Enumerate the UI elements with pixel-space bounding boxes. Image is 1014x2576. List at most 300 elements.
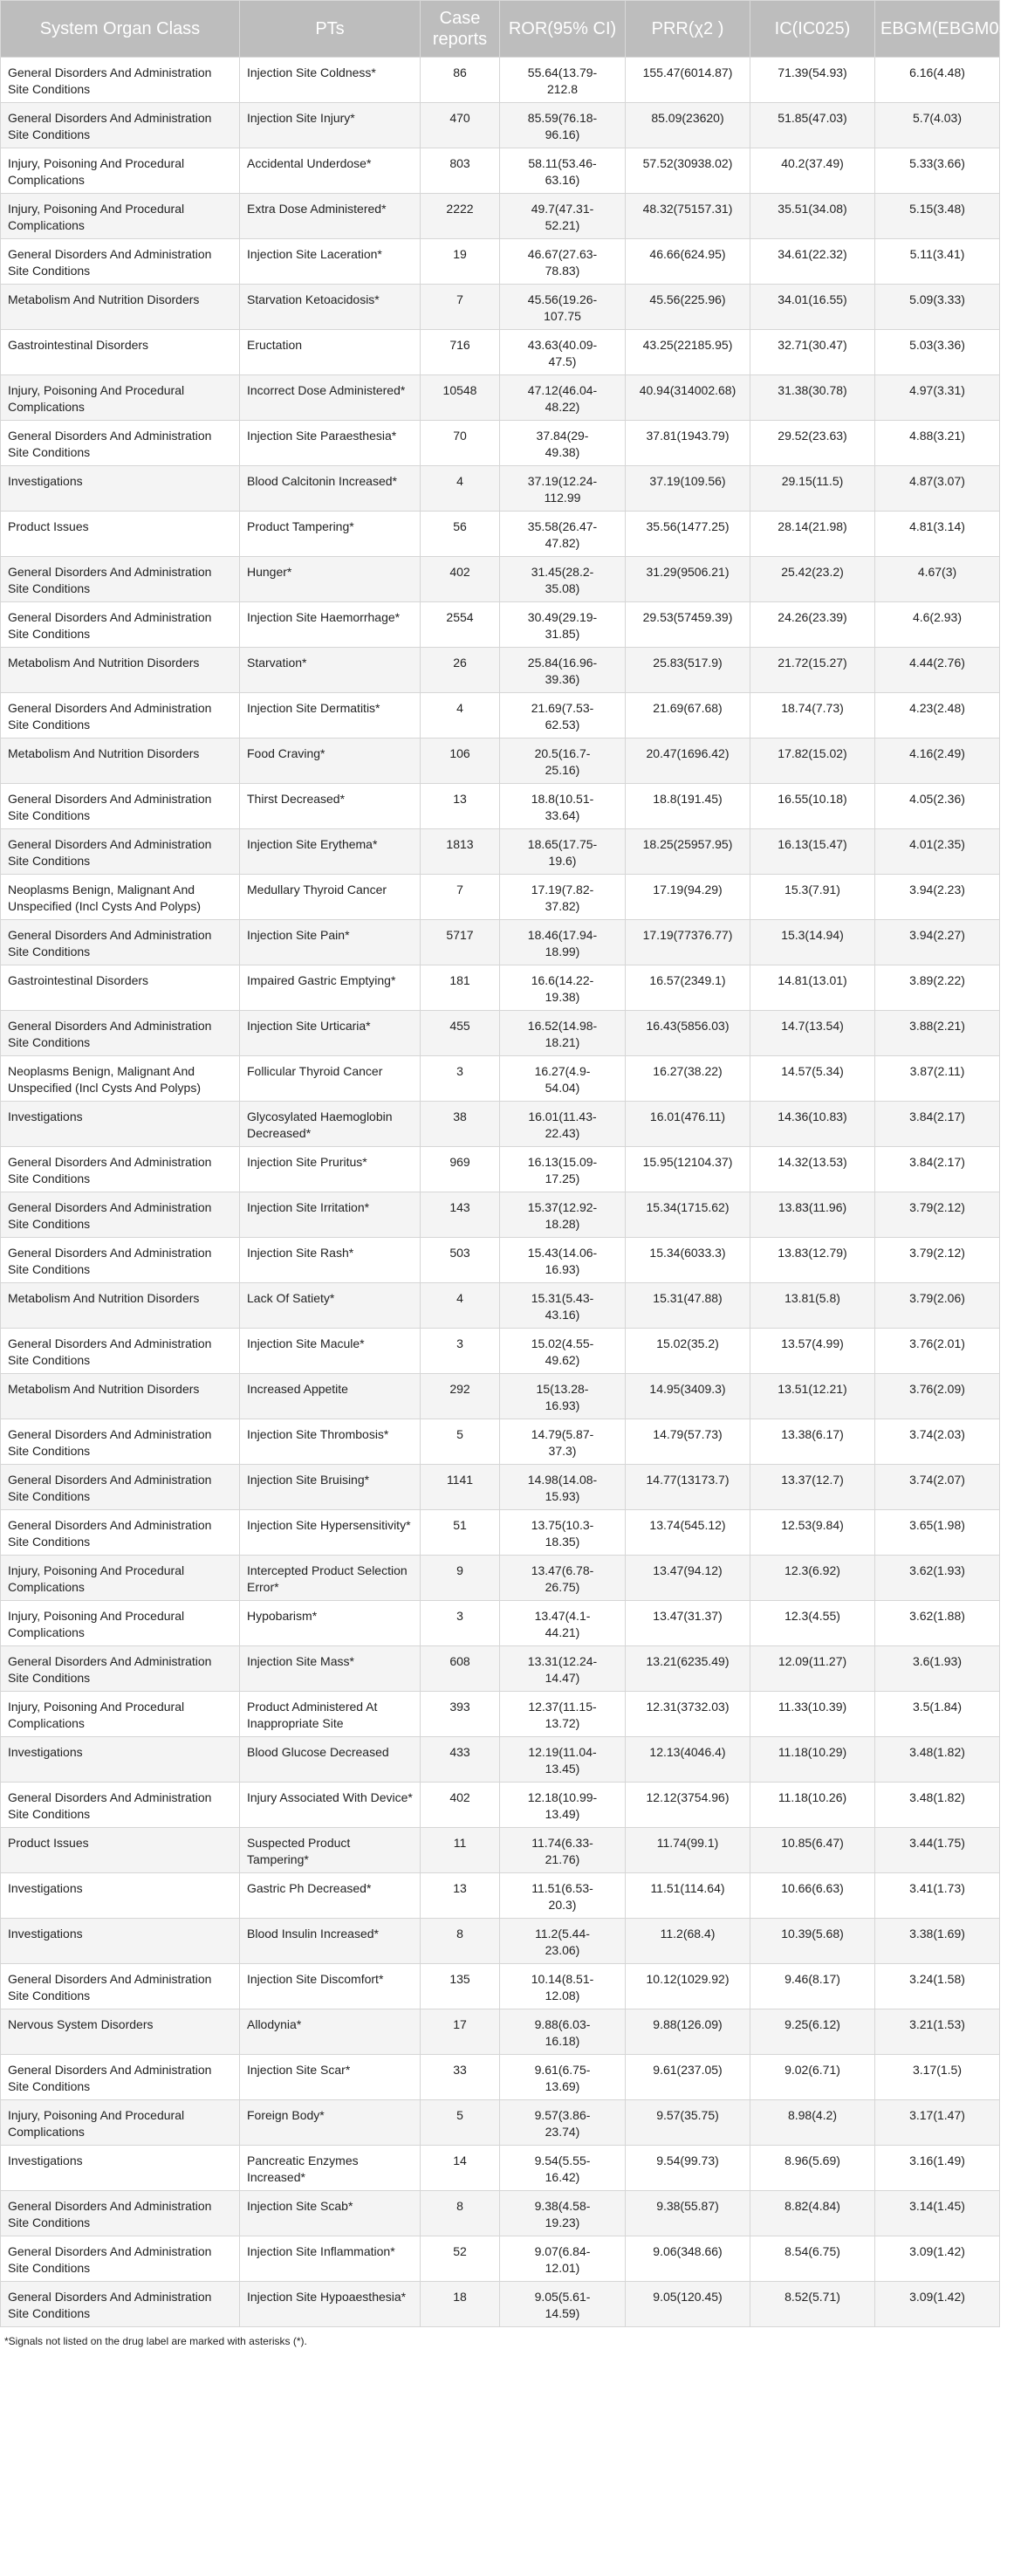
cell-ror: 31.45(28.2-35.08) (500, 557, 626, 602)
cell-pt: Lack Of Satiety* (240, 1283, 421, 1329)
cell-ebgm: 3.09(1.42) (875, 2282, 1000, 2327)
table-row (1, 1329, 1000, 1374)
header-case-reports: Case reports (421, 1, 500, 58)
cell-ror: 58.11(53.46-63.16) (500, 148, 626, 194)
cell-ebgm: 4.44(2.76) (875, 648, 1000, 693)
cell-ror: 35.58(26.47-47.82) (500, 512, 626, 557)
cell-case-reports: 455 (421, 1011, 500, 1056)
cell-case-reports: 3 (421, 1601, 500, 1646)
cell-prr: 16.01(476.11) (626, 1102, 750, 1147)
cell-ic: 12.3(4.55) (750, 1601, 875, 1646)
cell-ic: 34.61(22.32) (750, 239, 875, 285)
cell-case-reports: 13 (421, 784, 500, 829)
cell-system-organ-class: Investigations (1, 2146, 240, 2191)
cell-system-organ-class: Product Issues (1, 512, 240, 557)
cell-prr: 15.95(12104.37) (626, 1147, 750, 1192)
cell-ic: 8.98(4.2) (750, 2100, 875, 2146)
cell-ror: 13.31(12.24-14.47) (500, 1646, 626, 1692)
cell-case-reports: 433 (421, 1737, 500, 1783)
cell-ic: 16.13(15.47) (750, 829, 875, 875)
cell-prr: 17.19(94.29) (626, 875, 750, 920)
cell-ebgm: 4.6(2.93) (875, 602, 1000, 648)
cell-ic: 15.3(7.91) (750, 875, 875, 920)
cell-prr: 9.57(35.75) (626, 2100, 750, 2146)
cell-system-organ-class: Investigations (1, 466, 240, 512)
cell-pt: Injection Site Paraesthesia* (240, 421, 421, 466)
cell-ror: 25.84(16.96-39.36) (500, 648, 626, 693)
cell-prr: 17.19(77376.77) (626, 920, 750, 965)
cell-pt: Medullary Thyroid Cancer (240, 875, 421, 920)
cell-prr: 9.54(99.73) (626, 2146, 750, 2191)
table-row (1, 1192, 1000, 1238)
cell-ebgm: 4.87(3.07) (875, 466, 1000, 512)
cell-system-organ-class: General Disorders And Administration Site Conditions (1, 421, 240, 466)
cell-case-reports: 9 (421, 1556, 500, 1601)
table-row (1, 1646, 1000, 1692)
cell-ic: 10.66(6.63) (750, 1873, 875, 1919)
table-row (1, 1783, 1000, 1828)
cell-prr: 13.21(6235.49) (626, 1646, 750, 1692)
cell-prr: 155.47(6014.87) (626, 58, 750, 103)
cell-ic: 13.81(5.8) (750, 1283, 875, 1329)
cell-ic: 8.82(4.84) (750, 2191, 875, 2236)
cell-ic: 12.53(9.84) (750, 1510, 875, 1556)
cell-case-reports: 11 (421, 1828, 500, 1873)
cell-ror: 16.6(14.22-19.38) (500, 965, 626, 1011)
cell-ebgm: 3.14(1.45) (875, 2191, 1000, 2236)
cell-ror: 13.47(6.78-26.75) (500, 1556, 626, 1601)
cell-ebgm: 6.16(4.48) (875, 58, 1000, 103)
cell-system-organ-class: General Disorders And Administration Site Conditions (1, 2191, 240, 2236)
header-pts: PTs (240, 1, 421, 58)
cell-prr: 14.79(57.73) (626, 1419, 750, 1465)
cell-ic: 17.82(15.02) (750, 738, 875, 784)
cell-ror: 12.18(10.99-13.49) (500, 1783, 626, 1828)
cell-prr: 25.83(517.9) (626, 648, 750, 693)
cell-prr: 16.27(38.22) (626, 1056, 750, 1102)
cell-pt: Injection Site Pruritus* (240, 1147, 421, 1192)
cell-ic: 9.02(6.71) (750, 2055, 875, 2100)
cell-system-organ-class: Injury, Poisoning And Procedural Complications (1, 1556, 240, 1601)
table-row (1, 738, 1000, 784)
table-row (1, 1465, 1000, 1510)
cell-prr: 37.81(1943.79) (626, 421, 750, 466)
cell-ebgm: 3.76(2.09) (875, 1374, 1000, 1419)
table-row (1, 1374, 1000, 1419)
cell-pt: Injection Site Dermatitis* (240, 693, 421, 738)
cell-ic: 11.33(10.39) (750, 1692, 875, 1737)
cell-prr: 20.47(1696.42) (626, 738, 750, 784)
table-row (1, 148, 1000, 194)
cell-system-organ-class: General Disorders And Administration Site Conditions (1, 557, 240, 602)
cell-ror: 14.79(5.87-37.3) (500, 1419, 626, 1465)
cell-system-organ-class: General Disorders And Administration Site Conditions (1, 1419, 240, 1465)
table-row (1, 2100, 1000, 2146)
cell-case-reports: 503 (421, 1238, 500, 1283)
cell-ebgm: 4.88(3.21) (875, 421, 1000, 466)
cell-ebgm: 3.62(1.88) (875, 1601, 1000, 1646)
cell-ror: 11.51(6.53-20.3) (500, 1873, 626, 1919)
cell-case-reports: 135 (421, 1964, 500, 2009)
table-row (1, 103, 1000, 148)
cell-system-organ-class: General Disorders And Administration Site Conditions (1, 58, 240, 103)
cell-prr: 15.34(1715.62) (626, 1192, 750, 1238)
cell-case-reports: 14 (421, 2146, 500, 2191)
cell-system-organ-class: General Disorders And Administration Site Conditions (1, 2055, 240, 2100)
cell-ic: 8.96(5.69) (750, 2146, 875, 2191)
cell-pt: Hunger* (240, 557, 421, 602)
cell-system-organ-class: General Disorders And Administration Site Conditions (1, 829, 240, 875)
table-row (1, 693, 1000, 738)
cell-system-organ-class: General Disorders And Administration Site Conditions (1, 1510, 240, 1556)
cell-case-reports: 33 (421, 2055, 500, 2100)
cell-system-organ-class: General Disorders And Administration Site Conditions (1, 1964, 240, 2009)
table-row (1, 920, 1000, 965)
table-row (1, 239, 1000, 285)
cell-system-organ-class: Injury, Poisoning And Procedural Complications (1, 1601, 240, 1646)
table-row (1, 1964, 1000, 2009)
table-footnote: *Signals not listed on the drug label are marked with asterisks (*). (4, 2335, 307, 2347)
cell-ic: 14.36(10.83) (750, 1102, 875, 1147)
cell-prr: 12.31(3732.03) (626, 1692, 750, 1737)
cell-pt: Extra Dose Administered* (240, 194, 421, 239)
cell-ic: 13.83(11.96) (750, 1192, 875, 1238)
table-row (1, 1238, 1000, 1283)
cell-system-organ-class: Injury, Poisoning And Procedural Complications (1, 148, 240, 194)
cell-case-reports: 18 (421, 2282, 500, 2327)
cell-prr: 9.05(120.45) (626, 2282, 750, 2327)
cell-ic: 12.09(11.27) (750, 1646, 875, 1692)
cell-ic: 51.85(47.03) (750, 103, 875, 148)
cell-ror: 18.46(17.94-18.99) (500, 920, 626, 965)
cell-prr: 18.25(25957.95) (626, 829, 750, 875)
cell-case-reports: 292 (421, 1374, 500, 1419)
cell-system-organ-class: Product Issues (1, 1828, 240, 1873)
cell-ebgm: 3.79(2.06) (875, 1283, 1000, 1329)
cell-case-reports: 2222 (421, 194, 500, 239)
cell-ic: 10.39(5.68) (750, 1919, 875, 1964)
cell-ror: 15.31(5.43-43.16) (500, 1283, 626, 1329)
cell-prr: 10.12(1029.92) (626, 1964, 750, 2009)
cell-case-reports: 4 (421, 693, 500, 738)
cell-ror: 43.63(40.09-47.5) (500, 330, 626, 375)
cell-prr: 15.31(47.88) (626, 1283, 750, 1329)
cell-ror: 9.57(3.86-23.74) (500, 2100, 626, 2146)
cell-ebgm: 3.62(1.93) (875, 1556, 1000, 1601)
cell-ror: 47.12(46.04-48.22) (500, 375, 626, 421)
cell-ebgm: 3.48(1.82) (875, 1783, 1000, 1828)
cell-case-reports: 26 (421, 648, 500, 693)
cell-ic: 14.57(5.34) (750, 1056, 875, 1102)
cell-ic: 34.01(16.55) (750, 285, 875, 330)
cell-case-reports: 70 (421, 421, 500, 466)
cell-pt: Injury Associated With Device* (240, 1783, 421, 1828)
cell-pt: Blood Glucose Decreased (240, 1737, 421, 1783)
table-row (1, 1737, 1000, 1783)
cell-ebgm: 4.01(2.35) (875, 829, 1000, 875)
cell-pt: Injection Site Scar* (240, 2055, 421, 2100)
cell-case-reports: 19 (421, 239, 500, 285)
cell-ic: 15.3(14.94) (750, 920, 875, 965)
table-row (1, 1011, 1000, 1056)
cell-ebgm: 3.17(1.5) (875, 2055, 1000, 2100)
cell-prr: 15.34(6033.3) (626, 1238, 750, 1283)
cell-pt: Injection Site Haemorrhage* (240, 602, 421, 648)
cell-system-organ-class: Gastrointestinal Disorders (1, 330, 240, 375)
cell-case-reports: 17 (421, 2009, 500, 2055)
cell-case-reports: 393 (421, 1692, 500, 1737)
cell-ror: 18.65(17.75-19.6) (500, 829, 626, 875)
cell-system-organ-class: Investigations (1, 1919, 240, 1964)
cell-ic: 16.55(10.18) (750, 784, 875, 829)
cell-ror: 14.98(14.08-15.93) (500, 1465, 626, 1510)
table-row (1, 58, 1000, 103)
cell-ebgm: 3.24(1.58) (875, 1964, 1000, 2009)
table-row (1, 466, 1000, 512)
cell-ic: 10.85(6.47) (750, 1828, 875, 1873)
cell-system-organ-class: Injury, Poisoning And Procedural Complications (1, 194, 240, 239)
table-row (1, 1556, 1000, 1601)
cell-system-organ-class: General Disorders And Administration Site Conditions (1, 1329, 240, 1374)
cell-ebgm: 3.41(1.73) (875, 1873, 1000, 1919)
cell-prr: 35.56(1477.25) (626, 512, 750, 557)
cell-system-organ-class: General Disorders And Administration Site Conditions (1, 1646, 240, 1692)
cell-case-reports: 10548 (421, 375, 500, 421)
cell-system-organ-class: Investigations (1, 1102, 240, 1147)
cell-ic: 12.3(6.92) (750, 1556, 875, 1601)
cell-ebgm: 3.5(1.84) (875, 1692, 1000, 1737)
cell-ebgm: 3.21(1.53) (875, 2009, 1000, 2055)
table-row (1, 1873, 1000, 1919)
cell-prr: 45.56(225.96) (626, 285, 750, 330)
cell-prr: 12.13(4046.4) (626, 1737, 750, 1783)
cell-pt: Injection Site Erythema* (240, 829, 421, 875)
cell-ror: 9.88(6.03-16.18) (500, 2009, 626, 2055)
cell-prr: 48.32(75157.31) (626, 194, 750, 239)
cell-case-reports: 13 (421, 1873, 500, 1919)
cell-pt: Injection Site Macule* (240, 1329, 421, 1374)
cell-system-organ-class: General Disorders And Administration Site Conditions (1, 103, 240, 148)
cell-pt: Pancreatic Enzymes Increased* (240, 2146, 421, 2191)
cell-pt: Injection Site Pain* (240, 920, 421, 965)
cell-prr: 11.74(99.1) (626, 1828, 750, 1873)
cell-system-organ-class: General Disorders And Administration Site Conditions (1, 1147, 240, 1192)
cell-ebgm: 3.38(1.69) (875, 1919, 1000, 1964)
cell-case-reports: 8 (421, 2191, 500, 2236)
cell-ic: 40.2(37.49) (750, 148, 875, 194)
cell-case-reports: 3 (421, 1329, 500, 1374)
cell-ic: 21.72(15.27) (750, 648, 875, 693)
cell-case-reports: 4 (421, 1283, 500, 1329)
table-row (1, 2146, 1000, 2191)
cell-ebgm: 3.84(2.17) (875, 1147, 1000, 1192)
cell-case-reports: 1813 (421, 829, 500, 875)
cell-prr: 31.29(9506.21) (626, 557, 750, 602)
table-row (1, 512, 1000, 557)
cell-pt: Injection Site Mass* (240, 1646, 421, 1692)
cell-prr: 46.66(624.95) (626, 239, 750, 285)
cell-system-organ-class: Metabolism And Nutrition Disorders (1, 1283, 240, 1329)
cell-case-reports: 470 (421, 103, 500, 148)
cell-ebgm: 3.74(2.03) (875, 1419, 1000, 1465)
table-row (1, 557, 1000, 602)
cell-ebgm: 3.94(2.23) (875, 875, 1000, 920)
cell-ror: 9.05(5.61-14.59) (500, 2282, 626, 2327)
cell-pt: Injection Site Scab* (240, 2191, 421, 2236)
cell-ebgm: 3.16(1.49) (875, 2146, 1000, 2191)
cell-case-reports: 8 (421, 1919, 500, 1964)
cell-ror: 46.67(27.63-78.83) (500, 239, 626, 285)
cell-ic: 13.37(12.7) (750, 1465, 875, 1510)
table-row (1, 1419, 1000, 1465)
cell-system-organ-class: General Disorders And Administration Site Conditions (1, 920, 240, 965)
cell-system-organ-class: Investigations (1, 1737, 240, 1783)
cell-ic: 18.74(7.73) (750, 693, 875, 738)
cell-ebgm: 5.11(3.41) (875, 239, 1000, 285)
cell-pt: Gastric Ph Decreased* (240, 1873, 421, 1919)
cell-ror: 9.38(4.58-19.23) (500, 2191, 626, 2236)
table-row (1, 1692, 1000, 1737)
cell-pt: Starvation Ketoacidosis* (240, 285, 421, 330)
cell-pt: Injection Site Rash* (240, 1238, 421, 1283)
cell-ror: 9.54(5.55-16.42) (500, 2146, 626, 2191)
cell-prr: 9.38(55.87) (626, 2191, 750, 2236)
cell-ror: 12.19(11.04-13.45) (500, 1737, 626, 1783)
cell-pt: Injection Site Hypersensitivity* (240, 1510, 421, 1556)
cell-system-organ-class: General Disorders And Administration Site Conditions (1, 602, 240, 648)
cell-pt: Intercepted Product Selection Error* (240, 1556, 421, 1601)
cell-ror: 37.84(29-49.38) (500, 421, 626, 466)
cell-system-organ-class: General Disorders And Administration Site Conditions (1, 2282, 240, 2327)
table-body (1, 58, 1000, 2327)
table-row (1, 2055, 1000, 2100)
cell-prr: 9.06(348.66) (626, 2236, 750, 2282)
cell-pt: Starvation* (240, 648, 421, 693)
cell-case-reports: 7 (421, 285, 500, 330)
cell-ebgm: 5.15(3.48) (875, 194, 1000, 239)
cell-case-reports: 5 (421, 2100, 500, 2146)
cell-ebgm: 4.67(3) (875, 557, 1000, 602)
cell-pt: Follicular Thyroid Cancer (240, 1056, 421, 1102)
cell-system-organ-class: General Disorders And Administration Site Conditions (1, 784, 240, 829)
cell-ror: 15(13.28-16.93) (500, 1374, 626, 1419)
table-row (1, 2191, 1000, 2236)
cell-ic: 9.25(6.12) (750, 2009, 875, 2055)
cell-pt: Injection Site Urticaria* (240, 1011, 421, 1056)
cell-pt: Suspected Product Tampering* (240, 1828, 421, 1873)
cell-system-organ-class: General Disorders And Administration Site Conditions (1, 693, 240, 738)
cell-ic: 8.52(5.71) (750, 2282, 875, 2327)
cell-ic: 31.38(30.78) (750, 375, 875, 421)
cell-pt: Food Craving* (240, 738, 421, 784)
cell-ebgm: 4.05(2.36) (875, 784, 1000, 829)
cell-ebgm: 3.65(1.98) (875, 1510, 1000, 1556)
cell-system-organ-class: General Disorders And Administration Site Conditions (1, 2236, 240, 2282)
cell-system-organ-class: General Disorders And Administration Site Conditions (1, 1783, 240, 1828)
table-row (1, 1828, 1000, 1873)
table-row (1, 1147, 1000, 1192)
cell-ebgm: 3.74(2.07) (875, 1465, 1000, 1510)
cell-pt: Eructation (240, 330, 421, 375)
cell-pt: Injection Site Thrombosis* (240, 1419, 421, 1465)
cell-ebgm: 3.44(1.75) (875, 1828, 1000, 1873)
cell-system-organ-class: General Disorders And Administration Site Conditions (1, 1465, 240, 1510)
table-header (1, 1, 1014, 58)
cell-ebgm: 3.48(1.82) (875, 1737, 1000, 1783)
cell-case-reports: 402 (421, 557, 500, 602)
cell-ic: 25.42(23.2) (750, 557, 875, 602)
cell-prr: 16.57(2349.1) (626, 965, 750, 1011)
cell-case-reports: 5717 (421, 920, 500, 965)
cell-case-reports: 716 (421, 330, 500, 375)
cell-prr: 11.51(114.64) (626, 1873, 750, 1919)
cell-case-reports: 2554 (421, 602, 500, 648)
cell-pt: Injection Site Discomfort* (240, 1964, 421, 2009)
cell-system-organ-class: Investigations (1, 1873, 240, 1919)
table-row (1, 1283, 1000, 1329)
cell-ror: 30.49(29.19-31.85) (500, 602, 626, 648)
cell-pt: Injection Site Injury* (240, 103, 421, 148)
cell-ror: 13.75(10.3-18.35) (500, 1510, 626, 1556)
cell-system-organ-class: Metabolism And Nutrition Disorders (1, 648, 240, 693)
cell-case-reports: 56 (421, 512, 500, 557)
cell-prr: 14.95(3409.3) (626, 1374, 750, 1419)
cell-ror: 12.37(11.15-13.72) (500, 1692, 626, 1737)
cell-system-organ-class: General Disorders And Administration Site Conditions (1, 1011, 240, 1056)
cell-prr: 9.61(237.05) (626, 2055, 750, 2100)
cell-case-reports: 181 (421, 965, 500, 1011)
cell-ror: 9.07(6.84-12.01) (500, 2236, 626, 2282)
cell-ebgm: 3.09(1.42) (875, 2236, 1000, 2282)
cell-system-organ-class: Metabolism And Nutrition Disorders (1, 285, 240, 330)
cell-pt: Glycosylated Haemoglobin Decreased* (240, 1102, 421, 1147)
cell-ebgm: 3.6(1.93) (875, 1646, 1000, 1692)
table-row (1, 784, 1000, 829)
cell-ror: 21.69(7.53-62.53) (500, 693, 626, 738)
cell-pt: Injection Site Irritation* (240, 1192, 421, 1238)
cell-case-reports: 1141 (421, 1465, 500, 1510)
cell-ebgm: 4.16(2.49) (875, 738, 1000, 784)
cell-ebgm: 3.89(2.22) (875, 965, 1000, 1011)
cell-ebgm: 4.23(2.48) (875, 693, 1000, 738)
table-row (1, 829, 1000, 875)
cell-ic: 14.32(13.53) (750, 1147, 875, 1192)
cell-prr: 57.52(30938.02) (626, 148, 750, 194)
cell-ic: 11.18(10.29) (750, 1737, 875, 1783)
cell-prr: 40.94(314002.68) (626, 375, 750, 421)
cell-ror: 20.5(16.7-25.16) (500, 738, 626, 784)
cell-ror: 15.43(14.06-16.93) (500, 1238, 626, 1283)
cell-ebgm: 3.76(2.01) (875, 1329, 1000, 1374)
cell-pt: Injection Site Bruising* (240, 1465, 421, 1510)
cell-ror: 18.8(10.51-33.64) (500, 784, 626, 829)
cell-pt: Injection Site Hypoaesthesia* (240, 2282, 421, 2327)
cell-system-organ-class: General Disorders And Administration Site Conditions (1, 1192, 240, 1238)
header-row (1, 1, 1000, 58)
cell-pt: Foreign Body* (240, 2100, 421, 2146)
cell-ror: 49.7(47.31-52.21) (500, 194, 626, 239)
cell-ebgm: 5.7(4.03) (875, 103, 1000, 148)
cell-ebgm: 3.79(2.12) (875, 1238, 1000, 1283)
table-row (1, 875, 1000, 920)
cell-system-organ-class: Metabolism And Nutrition Disorders (1, 738, 240, 784)
cell-ebgm: 3.87(2.11) (875, 1056, 1000, 1102)
header-ic: IC(IC025) (750, 1, 875, 58)
cell-ic: 35.51(34.08) (750, 194, 875, 239)
table-row (1, 2009, 1000, 2055)
cell-case-reports: 52 (421, 2236, 500, 2282)
cell-prr: 12.12(3754.96) (626, 1783, 750, 1828)
